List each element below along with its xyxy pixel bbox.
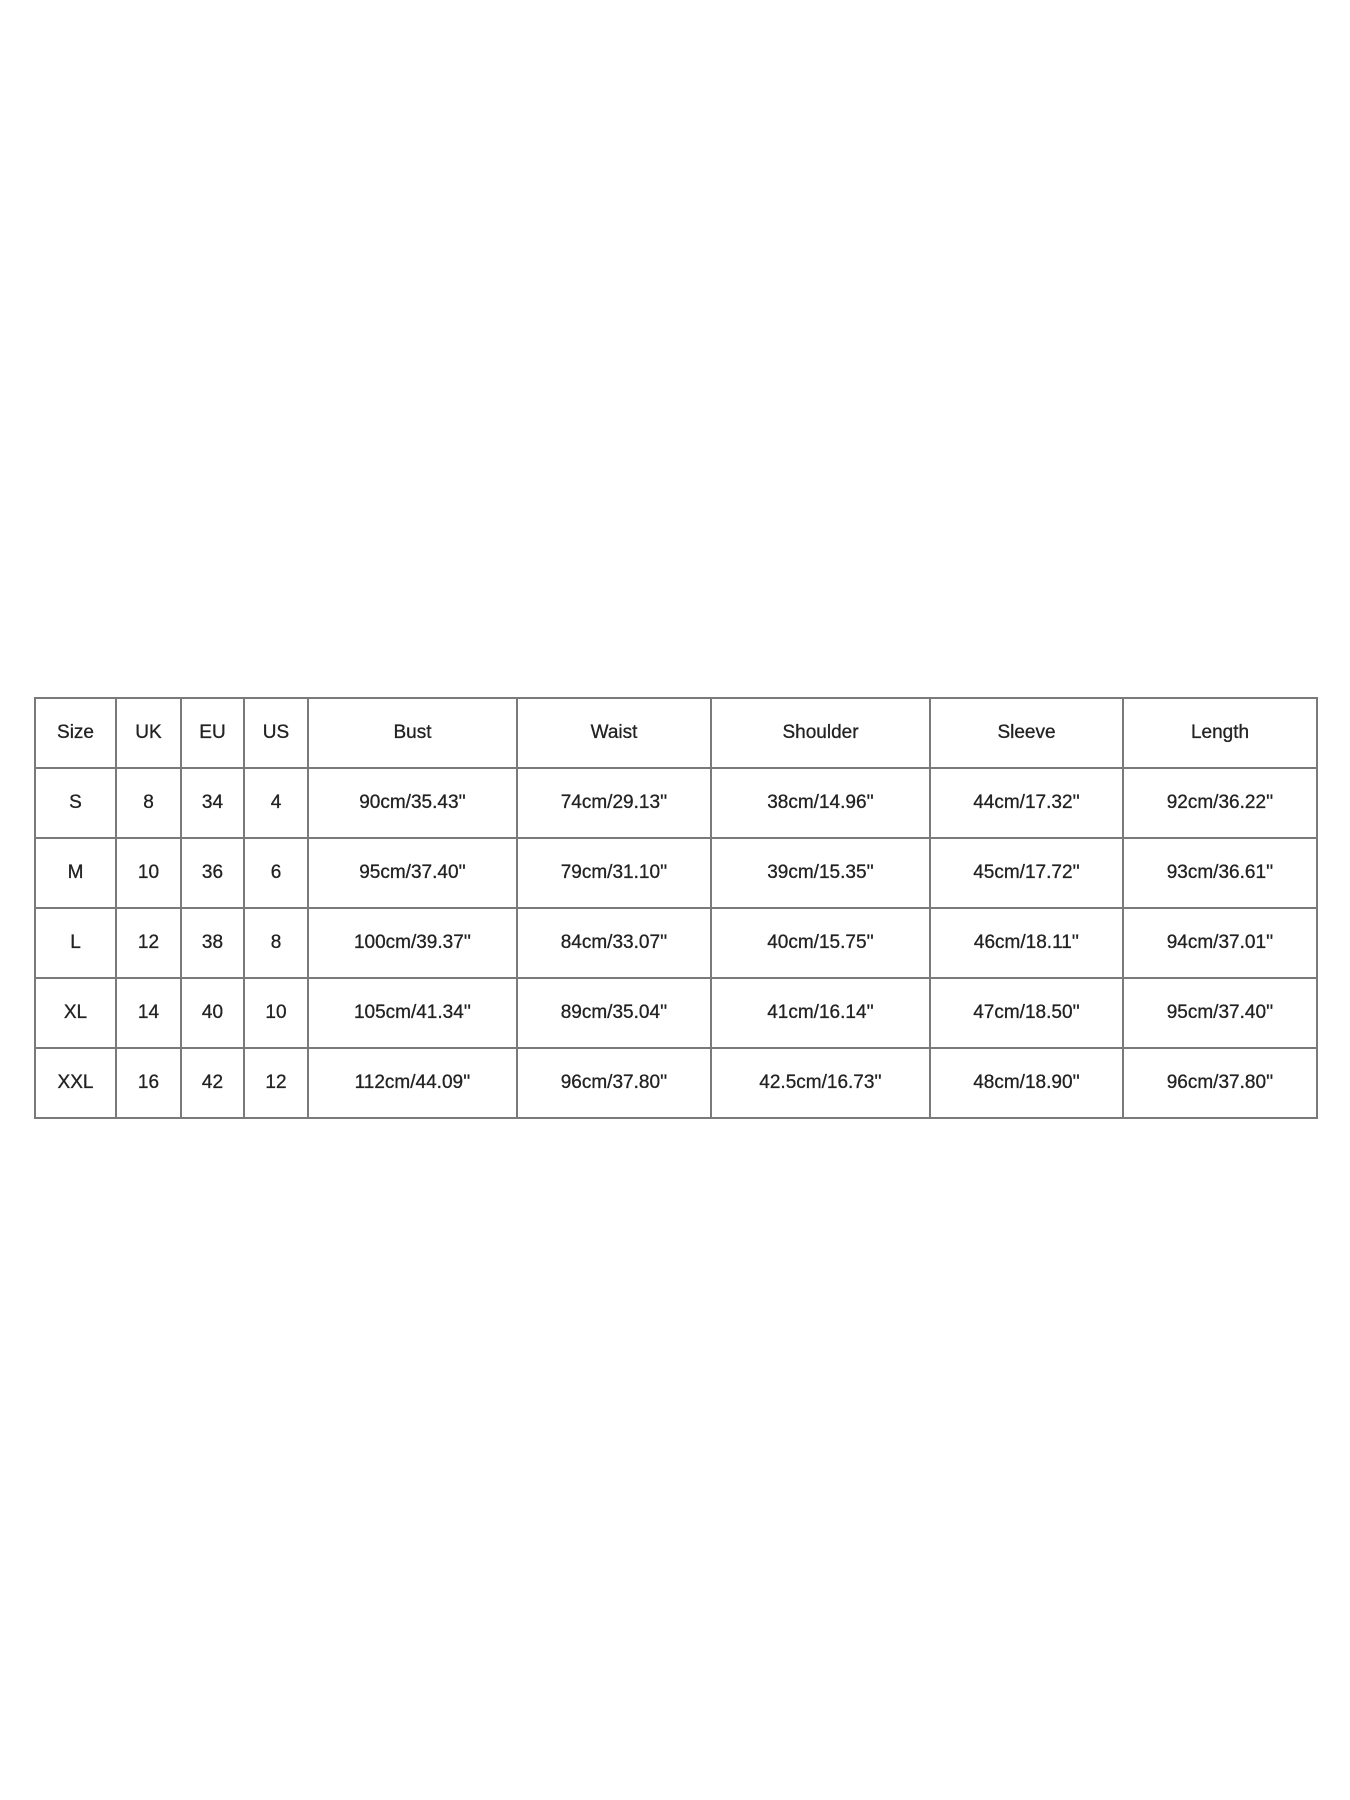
cell-sleeve: 44cm/17.32''	[930, 768, 1123, 838]
cell-sleeve: 48cm/18.90''	[930, 1048, 1123, 1118]
cell-shoulder: 40cm/15.75''	[711, 908, 930, 978]
cell-waist: 84cm/33.07''	[517, 908, 711, 978]
cell-waist: 96cm/37.80''	[517, 1048, 711, 1118]
cell-size: XL	[35, 978, 116, 1048]
cell-size: L	[35, 908, 116, 978]
column-header-length: Length	[1123, 698, 1317, 768]
cell-shoulder: 39cm/15.35''	[711, 838, 930, 908]
cell-shoulder: 42.5cm/16.73''	[711, 1048, 930, 1118]
column-header-size: Size	[35, 698, 116, 768]
table-row	[35, 908, 1317, 978]
header-row	[35, 698, 1317, 768]
table-row	[35, 1048, 1317, 1118]
cell-length: 96cm/37.80''	[1123, 1048, 1317, 1118]
size-chart-table	[34, 697, 1318, 1119]
cell-shoulder: 38cm/14.96''	[711, 768, 930, 838]
cell-length: 95cm/37.40''	[1123, 978, 1317, 1048]
table-row	[35, 978, 1317, 1048]
cell-waist: 74cm/29.13''	[517, 768, 711, 838]
table-row	[35, 838, 1317, 908]
cell-size: XXL	[35, 1048, 116, 1118]
cell-bust: 100cm/39.37''	[308, 908, 517, 978]
cell-sleeve: 46cm/18.11''	[930, 908, 1123, 978]
cell-eu: 42	[181, 1048, 244, 1118]
cell-uk: 8	[116, 768, 181, 838]
column-header-shoulder: Shoulder	[711, 698, 930, 768]
cell-eu: 34	[181, 768, 244, 838]
cell-bust: 105cm/41.34''	[308, 978, 517, 1048]
cell-us: 4	[244, 768, 308, 838]
column-header-waist: Waist	[517, 698, 711, 768]
cell-eu: 36	[181, 838, 244, 908]
cell-shoulder: 41cm/16.14''	[711, 978, 930, 1048]
column-header-sleeve: Sleeve	[930, 698, 1123, 768]
cell-uk: 10	[116, 838, 181, 908]
cell-us: 8	[244, 908, 308, 978]
column-header-eu: EU	[181, 698, 244, 768]
column-header-us: US	[244, 698, 308, 768]
cell-eu: 38	[181, 908, 244, 978]
cell-length: 93cm/36.61''	[1123, 838, 1317, 908]
cell-uk: 16	[116, 1048, 181, 1118]
cell-uk: 14	[116, 978, 181, 1048]
cell-sleeve: 47cm/18.50''	[930, 978, 1123, 1048]
cell-sleeve: 45cm/17.72''	[930, 838, 1123, 908]
cell-us: 10	[244, 978, 308, 1048]
cell-waist: 79cm/31.10''	[517, 838, 711, 908]
cell-size: S	[35, 768, 116, 838]
cell-eu: 40	[181, 978, 244, 1048]
cell-length: 92cm/36.22''	[1123, 768, 1317, 838]
cell-size: M	[35, 838, 116, 908]
cell-length: 94cm/37.01''	[1123, 908, 1317, 978]
cell-bust: 90cm/35.43''	[308, 768, 517, 838]
table-row	[35, 768, 1317, 838]
cell-uk: 12	[116, 908, 181, 978]
column-header-uk: UK	[116, 698, 181, 768]
column-header-bust: Bust	[308, 698, 517, 768]
cell-us: 6	[244, 838, 308, 908]
cell-us: 12	[244, 1048, 308, 1118]
cell-bust: 95cm/37.40''	[308, 838, 517, 908]
cell-waist: 89cm/35.04''	[517, 978, 711, 1048]
cell-bust: 112cm/44.09''	[308, 1048, 517, 1118]
